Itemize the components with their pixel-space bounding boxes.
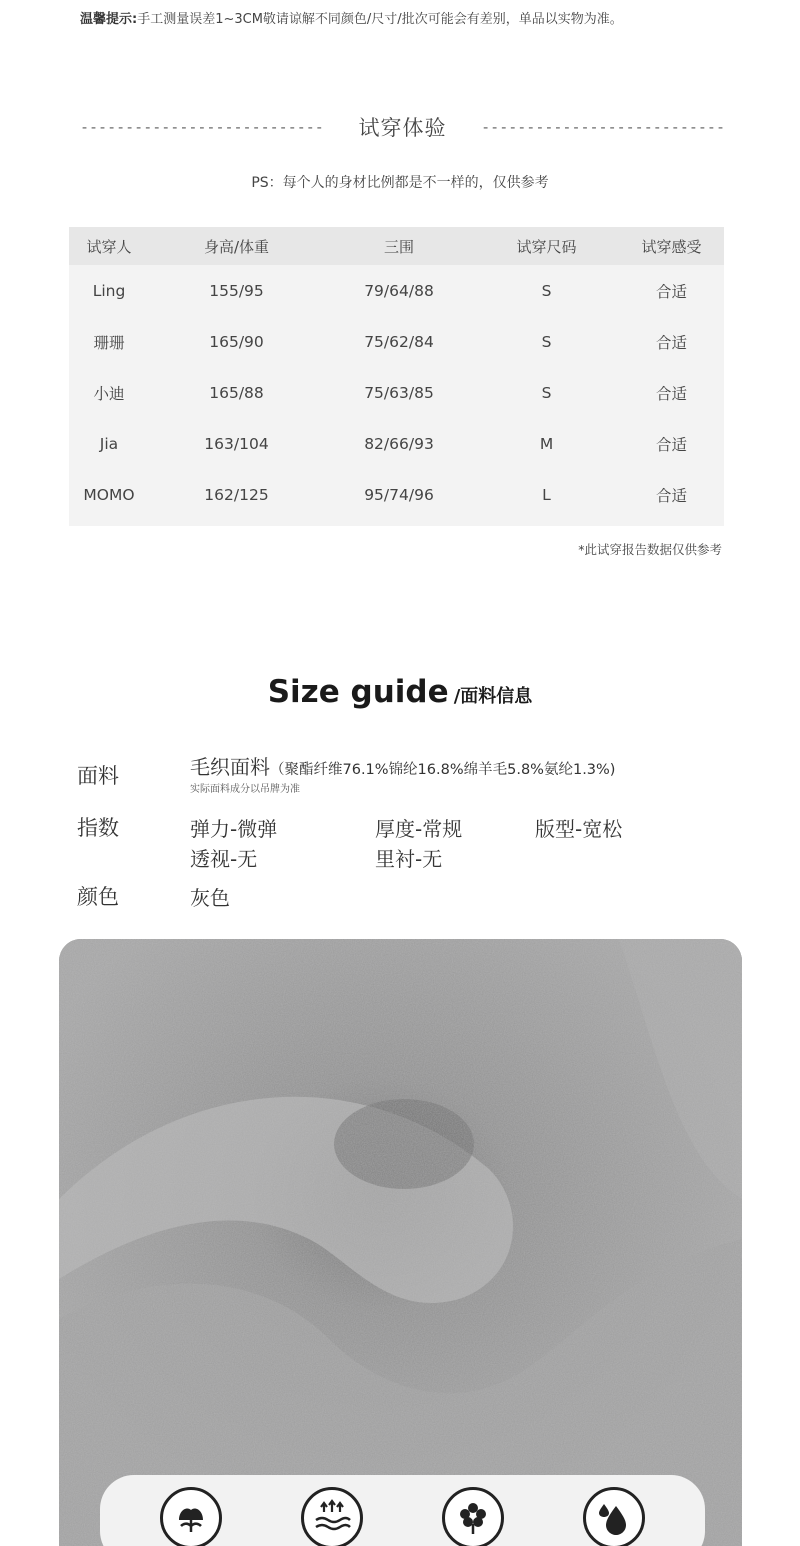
- table-row: [69, 418, 724, 469]
- size-guide-title-cn: /面料信息: [453, 686, 533, 707]
- cell-measurements: 82/66/93: [364, 434, 434, 453]
- cell-feeling: 合适: [655, 333, 687, 352]
- cell-tester: Ling: [92, 281, 126, 300]
- fitting-section-header: [80, 110, 725, 144]
- divider-left: ---------------------------: [80, 118, 324, 136]
- breathable-waves-icon: [301, 1487, 363, 1546]
- cell-tester: 小迪: [93, 384, 125, 403]
- flower-soft-icon: [442, 1487, 504, 1546]
- index-lining: 里衬-无: [375, 847, 443, 871]
- fabric-value: [190, 751, 615, 780]
- cell-measurements: 79/64/88: [364, 281, 434, 300]
- cell-tester: Jia: [99, 434, 119, 453]
- header-tester: 试穿人: [86, 237, 132, 256]
- fabric-closeup-photo: [59, 939, 742, 1546]
- cell-feeling: 合适: [655, 282, 687, 301]
- table-row: [69, 316, 724, 367]
- fabric-name: 毛织面料: [190, 755, 270, 779]
- cell-feeling: 合适: [655, 435, 687, 454]
- table-footnote: *此试穿报告数据仅供参考: [578, 542, 722, 557]
- table-row: [69, 367, 724, 418]
- fitting-ps-note: PS：每个人的身材比例都是不一样的，仅供参考: [251, 175, 549, 191]
- index-thickness: 厚度-常规: [375, 817, 463, 841]
- cell-height-weight: 162/125: [204, 485, 269, 504]
- notice-text: 手工测量误差1~3CM敬请谅解不同颜色/尺寸/批次可能会有差别，单品以实物为准。: [137, 12, 623, 27]
- index-elasticity: 弹力-微弹: [190, 817, 278, 841]
- fitting-title: 试穿体验: [358, 116, 447, 140]
- header-height-weight: 身高/体重: [203, 237, 270, 256]
- cell-height-weight: 165/90: [209, 332, 264, 351]
- cell-size: L: [542, 485, 551, 504]
- notice-label: 温馨提示:: [80, 12, 138, 27]
- size-guide-title: [0, 674, 800, 710]
- cell-feeling: 合适: [655, 384, 687, 403]
- feature-icon-bar: [100, 1475, 705, 1546]
- fabric-note: 实际面料成分以吊牌为准: [190, 784, 300, 795]
- cell-size: M: [539, 434, 554, 453]
- index-label: 指数: [77, 816, 119, 840]
- index-transparency: 透视-无: [190, 847, 258, 871]
- index-fit: 版型-宽松: [535, 817, 623, 841]
- header-feeling: 试穿感受: [641, 237, 702, 256]
- cell-measurements: 75/62/84: [364, 332, 434, 351]
- water-drops-icon: [583, 1487, 645, 1546]
- table-row: [69, 265, 724, 316]
- fabric-texture-image: [59, 939, 742, 1546]
- cell-measurements: 75/63/85: [364, 383, 434, 402]
- color-value: 灰色: [190, 886, 230, 910]
- color-label: 颜色: [77, 885, 119, 909]
- cell-size: S: [541, 383, 552, 402]
- fabric-label: 面料: [77, 764, 119, 788]
- cell-size: S: [541, 332, 552, 351]
- cell-height-weight: 163/104: [204, 434, 269, 453]
- warmth-plant-icon: [160, 1487, 222, 1546]
- fabric-composition: （聚酯纤维76.1%锦纶16.8%绵羊毛5.8%氨纶1.3%): [270, 762, 616, 778]
- header-measurements: 三围: [383, 237, 414, 256]
- cell-feeling: 合适: [655, 486, 687, 505]
- cell-measurements: 95/74/96: [364, 485, 434, 504]
- table-row: [69, 469, 724, 520]
- divider-right: ---------------------------: [481, 118, 725, 136]
- cell-height-weight: 165/88: [209, 383, 264, 402]
- header-size: 试穿尺码: [516, 237, 577, 256]
- cell-height-weight: 155/95: [209, 281, 264, 300]
- cell-tester: MOMO: [83, 485, 135, 504]
- table-header: [69, 227, 724, 265]
- fitting-table: [69, 227, 724, 526]
- shop-notice: [80, 8, 740, 27]
- cell-size: S: [541, 281, 552, 300]
- cell-tester: 珊珊: [93, 333, 125, 352]
- size-guide-title-en: Size guide: [267, 674, 449, 710]
